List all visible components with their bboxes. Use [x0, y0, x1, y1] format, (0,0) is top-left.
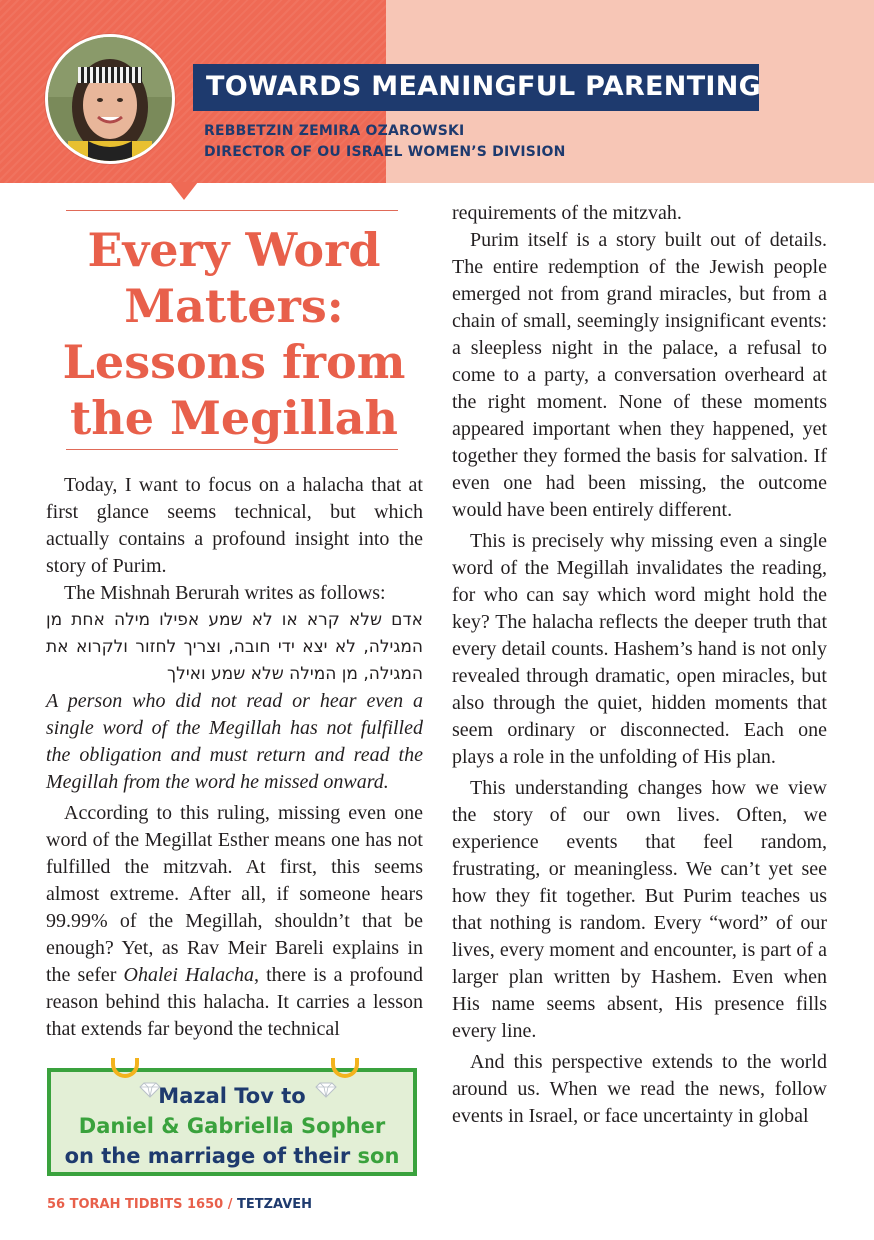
article-title: Every Word Matters: Lessons from the Megillah [62, 223, 406, 445]
page-footer [47, 1197, 312, 1212]
header-speech-notch [170, 182, 198, 200]
translation-quote: A person who did not read or hear even a single word of the Megillah has not fulfilled the obligation and must return and read the Megillah from the word he missed onward. [46, 690, 423, 793]
paragraph: This is precisely why missing even a single word of the Megillah invalidates the reading, for who can say which word might hold the key? The halacha reflects the deeper truth that every detail counts. Hashem’s hand is not only revealed through dramatic, open miracles, but also through the quiet, hidden moments that seem ordinary or disconnected. Each one plays a role in the unfolding of His plan. [452, 530, 827, 768]
wedding-ring-icon [331, 1058, 359, 1078]
page-number: 56 TORAH TIDBITS 1650 / [47, 1197, 233, 1212]
mazal-tov-heading: Mazal Tov to [158, 1084, 306, 1108]
author-photo [45, 34, 175, 164]
wedding-ring-icon [111, 1058, 139, 1078]
mazal-tov-occasion: on the marriage of their son [64, 1144, 400, 1168]
mazal-tov-names: Daniel & Gabriella Sopher [78, 1114, 386, 1138]
column-title-banner [193, 64, 762, 111]
author-byline [204, 121, 566, 163]
article-column-left [46, 472, 423, 1043]
book-title: Ohalei Halacha [123, 964, 254, 986]
paragraph: According to this ruling, missing even one word of the Megillat Esther means one has not fulfilled the mitzvah. At first, this seems almost extreme. After all, if someone hears 99.99% of the Megillah, shouldn’t that be enough? Yet, as Rav Meir Bareli explains in the sefer Ohalei Halacha, there is a profound reason behind this halacha. It carries a lesson that extends far beyond the technical [46, 802, 423, 1040]
column-title: TOWARDS MEANINGFUL PARENTING [206, 71, 762, 102]
paragraph: The Mishnah Berurah writes as follows: [64, 582, 386, 604]
paragraph: This understanding changes how we view the story of our own lives. Often, we experience events that feel random, frustrating, or meaningless. We can’t yet see how they fit together. But Purim teaches us that nothing is random. Every “word” of our lives, every moment and encounter, is part of a larger plan written by Hashem. Even when His name seems absent, His presence fills every line. [452, 777, 827, 1042]
paragraph: Purim itself is a story built out of details. The entire redemption of the Jewish people emerged not from grand miracles, but from a chain of small, seemingly insignificant events: a sleepless night in the palace, a refusal to come to a party, a conversation overheard at the right moment. None of these moments appeared important when they happened, yet together they formed the basis for salvation. If even one had been missing, the outcome would have been entirely different. [452, 229, 827, 521]
title-bottom-rule [66, 449, 398, 450]
title-top-rule [66, 210, 398, 211]
mazal-tov-announcement [47, 1068, 417, 1176]
article-column-right [452, 200, 827, 1130]
author-name: REBBETZIN ZEMIRA OZAROWSKI [204, 123, 465, 139]
author-role: DIRECTOR OF OU ISRAEL WOMEN’S DIVISION [204, 144, 566, 160]
paragraph-continued: requirements of the mitzvah. [452, 202, 682, 224]
paragraph: Today, I want to focus on a halacha that at first glance seems technical, but which actually contains a profound insight into the story of Purim. [46, 474, 423, 577]
section-name: TETZAVEH [237, 1197, 313, 1212]
hebrew-quote: אדם שלא קרא או לא שמע אפילו מילה אחת מן המגילה, לא יצא ידי חובה, וצריך לחזור ולקרוא את המגילה, מן המילה שלא שמע ואילך [46, 610, 423, 684]
paragraph: And this perspective extends to the world around us. When we read the news, follow events in Israel, or face uncertainty in global [452, 1051, 827, 1127]
